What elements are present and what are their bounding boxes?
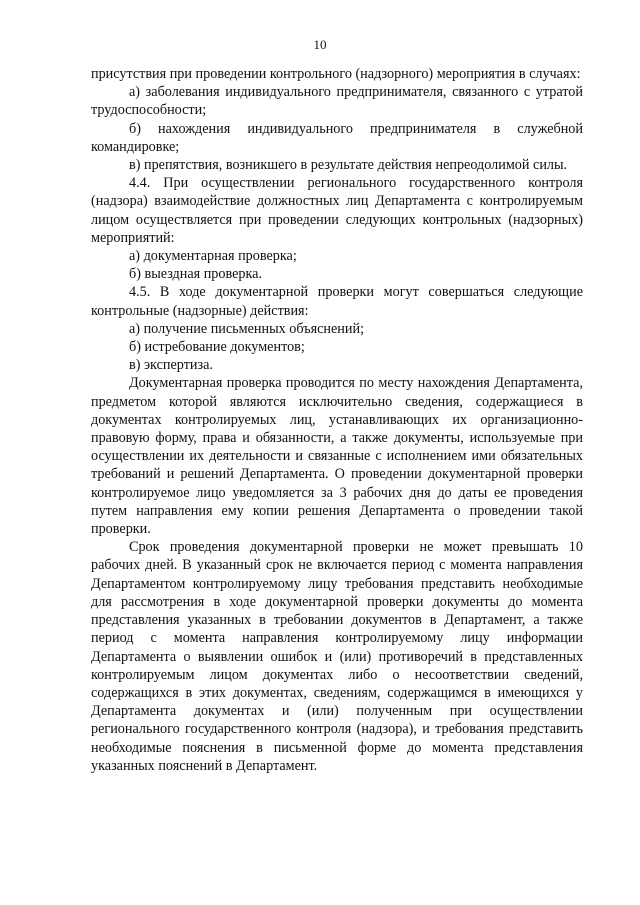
paragraph: в) экспертиза.: [129, 357, 213, 374]
paragraph: б) истребование документов;: [129, 339, 305, 356]
paragraph: 4.4. При осуществлении регионального государственного контроля (надзора) взаимодействие должностных лиц Департамента с контролируемым лицом осуществляется при проведении следующих контрольных (надзорных) мероприятий:: [91, 175, 583, 246]
document-body: [91, 65, 583, 775]
paragraph: Срок проведения документарной проверки не может превышать 10 рабочих дней. В указанный срок не включается период с момента направления Департаментом контролируемому лицу требования представить необходимые для рассмотрения в ходе документарной проверки документы до момента представления указанных в требовании документов в Департамент, а также период с момента направления контролируемому лицу информации Департамента о выявлении ошибок и (или) противоречий в представленных контролируемым лицом документах либо о несоответствии сведений, содержащихся в этих документах, сведениям, содержащимся в имеющихся у Департамента документах и (или) полученным при осуществлении регионального государственного контроля (надзора), и требования представить необходимые пояснения в письменной форме до момента представления указанных пояснений в Департамент.: [91, 539, 583, 774]
paragraph: присутствия при проведении контрольного (надзорного) мероприятия в случаях:: [91, 66, 581, 82]
paragraph: а) получение письменных объяснений;: [129, 320, 365, 337]
paragraph: а) документарная проверка;: [129, 248, 297, 265]
paragraph: а) заболевания индивидуального предпринимателя, связанного с утратой трудоспособности;: [91, 84, 583, 119]
paragraph: 4.5. В ходе документарной проверки могут совершаться следующие контрольные (надзорные) действия:: [91, 284, 583, 319]
page-number: 10: [313, 37, 327, 52]
paragraph: в) препятствия, возникшего в результате действия непреодолимой силы.: [129, 157, 568, 174]
paragraph: б) нахождения индивидуального предпринимателя в служебной командировке;: [91, 120, 583, 155]
paragraph: Документарная проверка проводится по месту нахождения Департамента, предметом которой являются исключительно сведения, содержащиеся в документах контролируемых лиц, устанавливающих их организационно-правовую форму, права и обязанности, а также документы, используемые при осуществлении их деятельности и связанные с исполнением ими обязательных требований и решений Департамента. О проведении документарной проверки контролируемое лицо уведомляется за 3 рабочих дня до даты ее проведения путем направления ему копии решения Департамента о проведении такой проверки.: [91, 375, 583, 538]
paragraph: б) выездная проверка.: [129, 266, 263, 283]
